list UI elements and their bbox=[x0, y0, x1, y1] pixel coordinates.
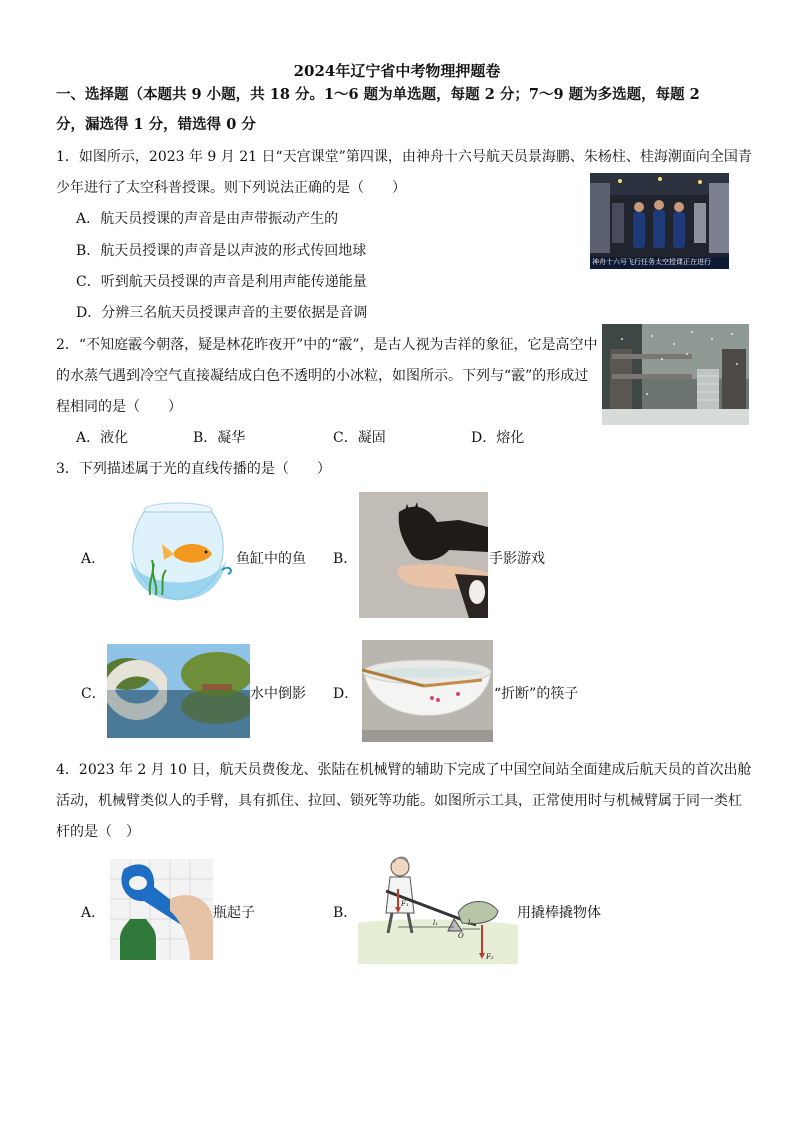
crowbar-lever-image bbox=[358, 853, 518, 964]
bridge-reflection-image bbox=[107, 644, 250, 738]
q3-option-c-letter: C． bbox=[81, 686, 106, 702]
q1-stem-line2: 少年进行了太空科普授课。则下列说法正确的是（ ） bbox=[56, 180, 406, 196]
q3-option-b-caption: 手影游戏 bbox=[489, 551, 545, 567]
q3-option-c-caption: 水中倒影 bbox=[250, 686, 306, 702]
q3-stem: 3．下列描述属于光的直线传播的是（ ） bbox=[56, 461, 331, 477]
q1-stem-line1: 1．如图所示，2023 年 9 月 21 日“天宫课堂”第四课，由神舟十六号航天员景海鹏、朱杨柱、桂海潮面向全国青 bbox=[56, 149, 752, 165]
lever-label-f2: F₂ bbox=[486, 953, 494, 961]
bottle-opener-image bbox=[110, 859, 213, 960]
lever-label-l2: l₂ bbox=[468, 919, 474, 927]
q3-option-a-caption: 鱼缸中的鱼 bbox=[236, 551, 306, 567]
q2-option-b: B．凝华 bbox=[193, 430, 246, 446]
q4-option-a-letter: A． bbox=[81, 905, 106, 921]
hand-shadow-image bbox=[359, 492, 488, 618]
snow-photo bbox=[602, 324, 749, 425]
q3-option-d-letter: D． bbox=[333, 686, 359, 702]
q2-stem-line2: 的水蒸气遇到冷空气直接凝结成白色不透明的小冰粒，如图所示。下列与“霰”的形成过 bbox=[56, 368, 589, 384]
lever-label-f1: F₁ bbox=[401, 900, 409, 908]
q4-stem-line3: 杆的是（ ） bbox=[56, 824, 140, 840]
q2-option-c: C．凝固 bbox=[333, 430, 386, 446]
q4-option-b-caption: 用撬棒撬物体 bbox=[517, 905, 601, 921]
lever-label-o: O bbox=[458, 932, 464, 940]
q1-option-a: A．航天员授课的声音是由声带振动产生的 bbox=[76, 211, 339, 227]
q2-stem-line3: 程相同的是（ ） bbox=[56, 399, 182, 415]
page-title: 2024年辽宁省中考物理押题卷 bbox=[293, 62, 501, 80]
space-photo-caption: 神舟十六号飞行任务太空授课正在进行 bbox=[592, 258, 711, 266]
q3-option-a-letter: A． bbox=[81, 551, 106, 567]
q2-option-d: D．熔化 bbox=[471, 430, 525, 446]
section-heading-line1: 一、选择题（本题共 9 小题，共 18 分。1～6 题为单选题，每题 2 分；7～9 题为多选题，每题 2 bbox=[56, 86, 700, 103]
space-station-photo bbox=[590, 173, 729, 269]
q4-stem-line1: 4．2023 年 2 月 10 日，航天员费俊龙、张陆在机械臂的辅助下完成了中国空间站全面建成后航天员的首次出舱 bbox=[56, 762, 752, 778]
chopsticks-bowl-image bbox=[362, 640, 493, 742]
lever-label-l1: l₁ bbox=[433, 919, 439, 927]
q4-option-b-letter: B． bbox=[333, 905, 358, 921]
fishbowl-image bbox=[122, 500, 234, 604]
q3-option-b-letter: B． bbox=[333, 551, 358, 567]
q2-option-a: A．液化 bbox=[76, 430, 129, 446]
q3-option-d-caption: “折断”的筷子 bbox=[494, 686, 579, 702]
q1-option-c: C．听到航天员授课的声音是利用声能传递能量 bbox=[76, 274, 367, 290]
q1-option-d: D．分辨三名航天员授课声音的主要依据是音调 bbox=[76, 305, 368, 321]
section-heading-line2: 分，漏选得 1 分，错选得 0 分 bbox=[56, 116, 256, 133]
q4-option-a-caption: 瓶起子 bbox=[213, 905, 255, 921]
q2-stem-line1: 2．“不知庭霰今朝落，疑是林花昨夜开”中的“霰”，是古人视为吉祥的象征，它是高空中 bbox=[56, 337, 598, 353]
q4-stem-line2: 活动，机械臂类似人的手臂，具有抓住、拉回、锁死等功能。如图所示工具，正常使用时与机械臂属于同一类杠 bbox=[56, 793, 742, 809]
q1-option-b: B．航天员授课的声音是以声波的形式传回地球 bbox=[76, 243, 367, 259]
